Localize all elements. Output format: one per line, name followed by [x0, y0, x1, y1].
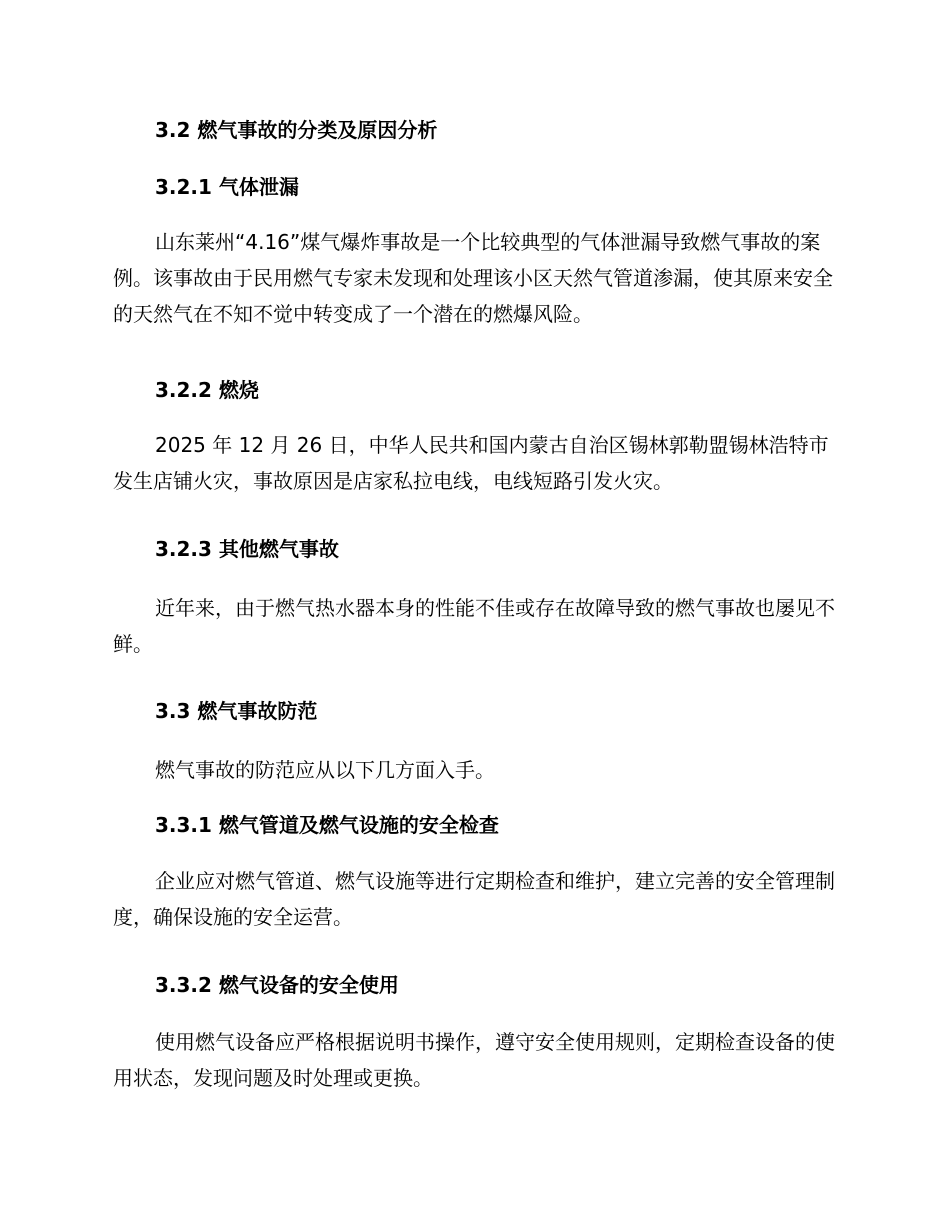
paragraph-3-3-2: 使用燃气设备应严格根据说明书操作，遵守安全使用规则，定期检查设备的使用状态，发现问题及时处理或更换。 — [113, 1030, 835, 1090]
heading-3-2-3: 3.2.3 其他燃气事故 — [155, 537, 339, 561]
heading-3-3-1: 3.3.1 燃气管道及燃气设施的安全检查 — [155, 813, 499, 837]
heading-3-2-1: 3.2.1 气体泄漏 — [155, 175, 299, 199]
paragraph-3-2-2: 2025 年 12 月 26 日，中华人民共和国内蒙古自治区锡林郭勒盟锡林浩特市发生店铺火灾，事故原因是店家私拉电线，电线短路引发火灾。 — [113, 433, 829, 493]
paragraph-3-3: 燃气事故的防范应从以下几方面入手。 — [155, 758, 495, 782]
heading-3-2: 3.2 燃气事故的分类及原因分析 — [155, 118, 438, 142]
paragraph-3-2-3: 近年来，由于燃气热水器本身的性能不佳或存在故障导致的燃气事故也屡见不鲜。 — [113, 596, 835, 656]
heading-3-3: 3.3 燃气事故防范 — [155, 699, 318, 723]
heading-3-3-2: 3.3.2 燃气设备的安全使用 — [155, 973, 399, 997]
heading-3-2-2: 3.2.2 燃烧 — [155, 378, 259, 402]
paragraph-3-3-1: 企业应对燃气管道、燃气设施等进行定期检查和维护，建立完善的安全管理制度，确保设施的安全运营。 — [113, 869, 835, 929]
paragraph-3-2-1: 山东莱州“4.16”煤气爆炸事故是一个比较典型的气体泄漏导致燃气事故的案例。该事故由于民用燃气专家未发现和处理该小区天然气管道渗漏，使其原来安全的天然气在不知不觉中转变成了一个潜在的燃爆风险。 — [113, 230, 833, 326]
